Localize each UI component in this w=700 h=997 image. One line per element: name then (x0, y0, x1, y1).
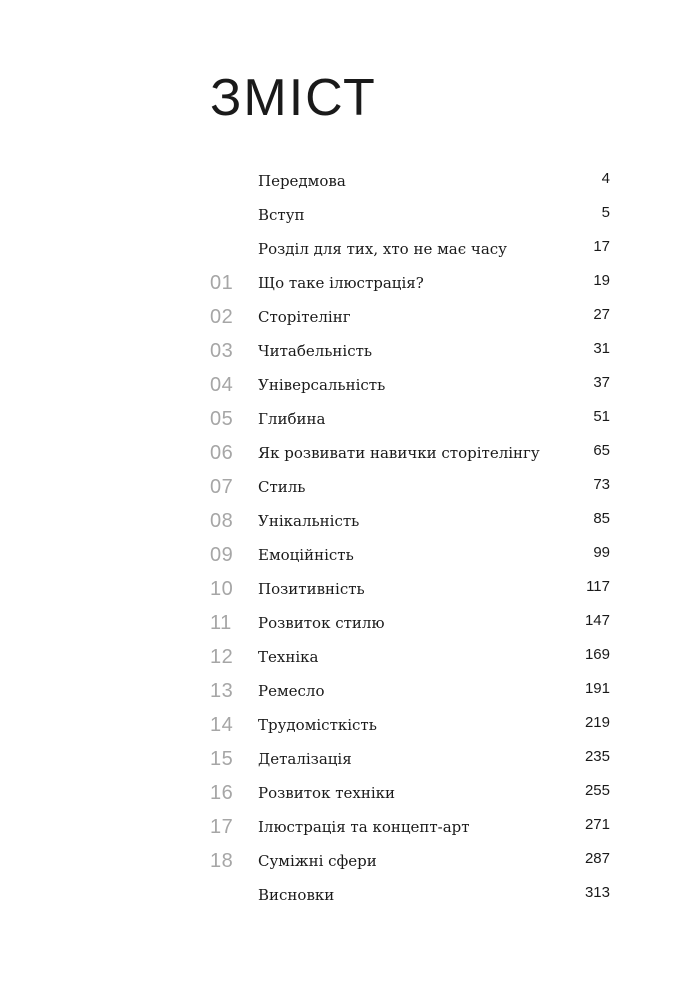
toc-entry-chapter-06 (210, 436, 610, 470)
page-number: 65 (593, 441, 610, 459)
page-number: 287 (584, 849, 610, 867)
chapter-title: Суміжні сфери (258, 852, 377, 870)
chapter-title: Глибина (258, 410, 326, 428)
page-number: 235 (584, 747, 610, 765)
chapter-number: 11 (210, 611, 232, 634)
chapter-title: Як розвивати навички сторітелінгу (258, 444, 540, 462)
page-number: 27 (593, 305, 610, 323)
chapter-title: Ремесло (258, 682, 325, 700)
chapter-number: 03 (210, 339, 234, 362)
toc-entry-conclusions (210, 878, 610, 912)
chapter-title: Техніка (258, 648, 319, 666)
toc-entry-chapter-12 (210, 640, 610, 674)
chapter-number: 06 (210, 441, 234, 464)
page-number: 31 (593, 339, 610, 357)
chapter-number: 18 (210, 849, 234, 872)
page-number: 255 (584, 781, 610, 799)
toc-entry-chapter-07 (210, 470, 610, 504)
chapter-title: Розвиток техніки (258, 784, 396, 802)
page-number: 73 (593, 475, 610, 493)
chapter-number: 02 (210, 305, 234, 328)
page-number: 99 (593, 543, 610, 561)
page-number: 219 (584, 713, 610, 731)
chapter-number: 16 (210, 781, 234, 804)
chapter-title: Ілюстрація та концепт-арт (258, 818, 470, 836)
chapter-title: Стиль (258, 478, 306, 496)
toc-entry-chapter-17 (210, 810, 610, 844)
toc-entry-chapter-04 (210, 368, 610, 402)
chapter-title: Читабельність (258, 342, 373, 360)
chapter-number: 13 (210, 679, 234, 702)
toc-entry-preface (210, 164, 610, 198)
chapter-title: Передмова (258, 172, 346, 190)
page-number: 4 (601, 169, 610, 187)
chapter-title: Висновки (258, 886, 335, 904)
chapter-number: 08 (210, 509, 234, 532)
chapter-title: Сторітелінг (258, 308, 351, 326)
table-of-contents (210, 164, 610, 912)
chapter-title: Трудомісткість (258, 716, 377, 734)
page-number: 169 (584, 645, 610, 663)
toc-entry-introduction (210, 198, 610, 232)
chapter-number: 04 (210, 373, 234, 396)
toc-entry-chapter-13 (210, 674, 610, 708)
toc-entry-chapter-18 (210, 844, 610, 878)
toc-entry-chapter-02 (210, 300, 610, 334)
page-number: 117 (586, 577, 610, 595)
chapter-title: Розвиток стилю (258, 614, 385, 632)
chapter-number: 12 (210, 645, 234, 668)
chapter-title: Розділ для тих, хто не має часу (258, 240, 507, 258)
page-number: 5 (601, 203, 610, 221)
toc-entry-chapter-05 (210, 402, 610, 436)
toc-entry-chapter-15 (210, 742, 610, 776)
page-number: 147 (584, 611, 610, 629)
page-number: 51 (593, 407, 610, 425)
page-number: 313 (584, 883, 610, 901)
chapter-title: Універсальність (258, 376, 386, 394)
toc-entry-chapter-01 (210, 266, 610, 300)
chapter-number: 14 (210, 713, 234, 736)
page-number: 17 (593, 237, 610, 255)
page-number: 19 (593, 271, 610, 289)
page-title: ЗМІСТ (210, 69, 377, 127)
toc-entry-chapter-08 (210, 504, 610, 538)
chapter-number: 10 (210, 577, 234, 600)
toc-entry-chapter-03 (210, 334, 610, 368)
chapter-title: Емоційність (258, 546, 354, 564)
chapter-number: 15 (210, 747, 234, 770)
page-number: 271 (584, 815, 610, 833)
chapter-title: Вступ (258, 206, 305, 224)
chapter-title: Унікальність (258, 512, 360, 530)
chapter-number: 07 (210, 475, 234, 498)
page-number: 85 (593, 509, 610, 527)
toc-entry-chapter-16 (210, 776, 610, 810)
page-number: 37 (593, 373, 610, 391)
chapter-title: Деталізація (258, 750, 352, 768)
toc-entry-chapter-14 (210, 708, 610, 742)
chapter-title: Що таке ілюстрація? (258, 274, 424, 292)
toc-entry-no-time-section (210, 232, 610, 266)
chapter-number: 01 (210, 271, 234, 294)
chapter-number: 05 (210, 407, 234, 430)
chapter-number: 17 (210, 815, 234, 838)
toc-entry-chapter-11 (210, 606, 610, 640)
chapter-title: Позитивність (258, 580, 365, 598)
toc-entry-chapter-09 (210, 538, 610, 572)
page-number: 191 (584, 679, 610, 697)
chapter-number: 09 (210, 543, 234, 566)
toc-entry-chapter-10 (210, 572, 610, 606)
